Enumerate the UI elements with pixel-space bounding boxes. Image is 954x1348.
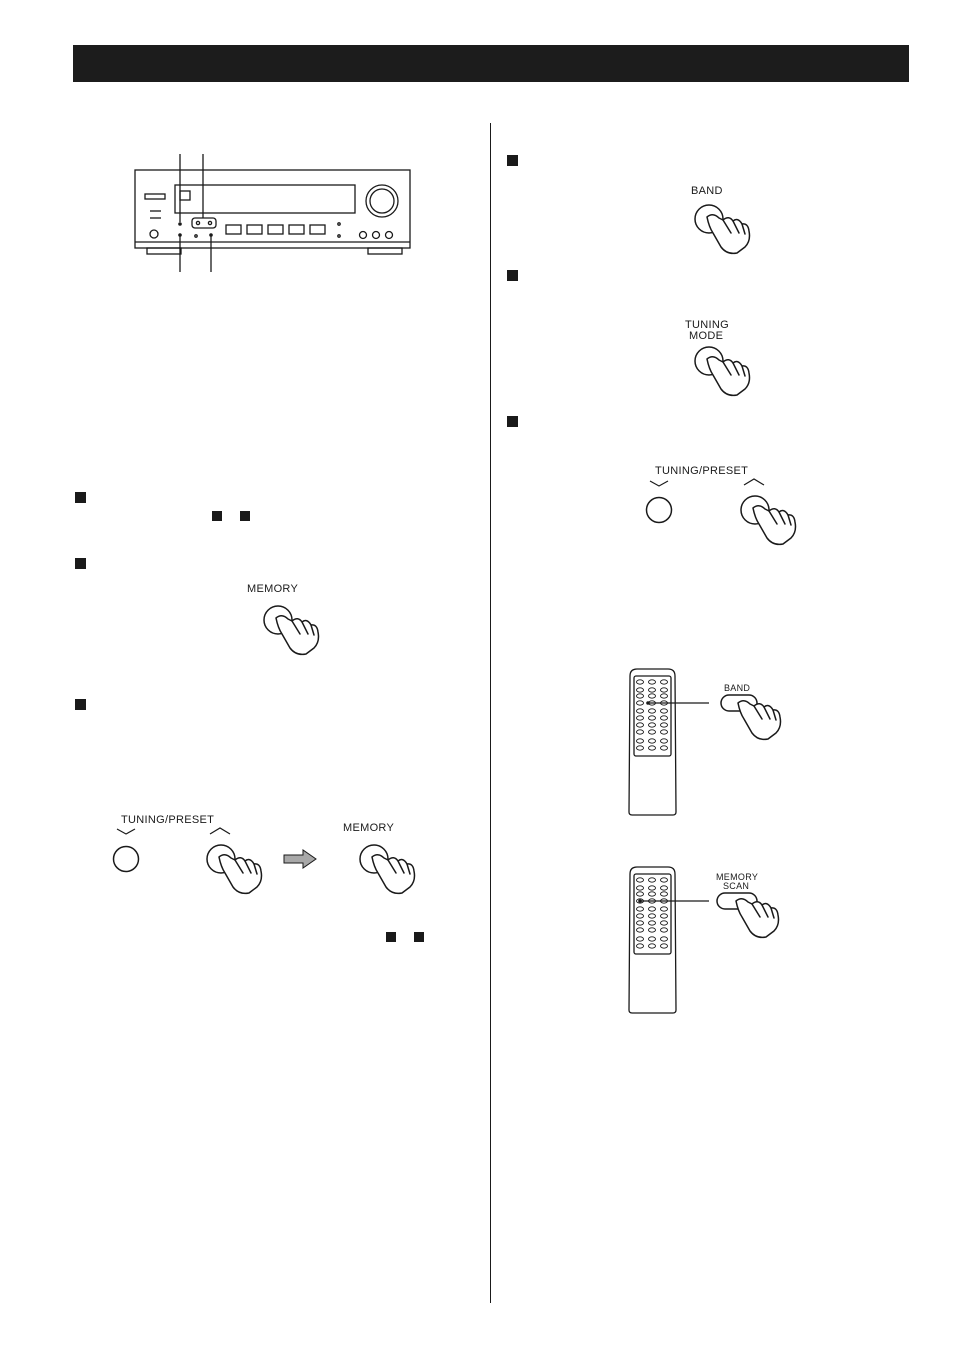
hand-press-icon	[262, 604, 326, 656]
step-marker-icon	[75, 699, 86, 710]
step-marker-icon	[75, 492, 86, 503]
tuning-mode-label-line1: TUNING	[685, 319, 729, 331]
tuning-down-chevron-icon	[116, 828, 136, 836]
arrow-right-icon	[283, 849, 317, 869]
hand-press-icon	[358, 843, 422, 895]
tuning-down-button	[112, 845, 140, 873]
tuning-down-button	[645, 496, 673, 524]
memory-button-label: MEMORY	[343, 822, 395, 834]
tuning-down-chevron-icon	[649, 480, 669, 488]
remote-control-icon	[626, 668, 806, 818]
tuning-up-chevron-icon	[743, 478, 765, 486]
header-bar	[73, 45, 909, 82]
hand-press-icon	[739, 494, 803, 546]
band-button-label: BAND	[691, 185, 723, 197]
tuning-preset-label: TUNING/PRESET	[121, 814, 215, 826]
tuning-preset-label: TUNING/PRESET	[655, 465, 749, 477]
hand-press-icon	[716, 891, 786, 939]
receiver-front-panel-illustration	[130, 150, 420, 275]
column-divider	[490, 123, 491, 1303]
memory-scan-label-line1: MEMORY	[716, 872, 759, 882]
step-marker-icon	[507, 270, 518, 281]
hand-press-icon	[693, 203, 757, 255]
hand-press-icon	[205, 843, 269, 895]
remote-band-button-label: BAND	[724, 683, 751, 693]
step-ref-marker-icon	[212, 511, 222, 521]
step-ref-marker-icon	[386, 932, 396, 942]
memory-button-label: MEMORY	[247, 583, 299, 595]
tuning-mode-label-line2: MODE	[689, 330, 724, 342]
step-ref-marker-icon	[414, 932, 424, 942]
remote-control-icon	[626, 866, 806, 1016]
step-marker-icon	[507, 155, 518, 166]
hand-press-icon	[693, 345, 757, 397]
step-marker-icon	[507, 416, 518, 427]
step-ref-marker-icon	[240, 511, 250, 521]
hand-press-icon	[720, 693, 790, 741]
step-marker-icon	[75, 558, 86, 569]
tuning-up-chevron-icon	[209, 827, 231, 835]
memory-scan-label-line2: SCAN	[723, 881, 750, 891]
